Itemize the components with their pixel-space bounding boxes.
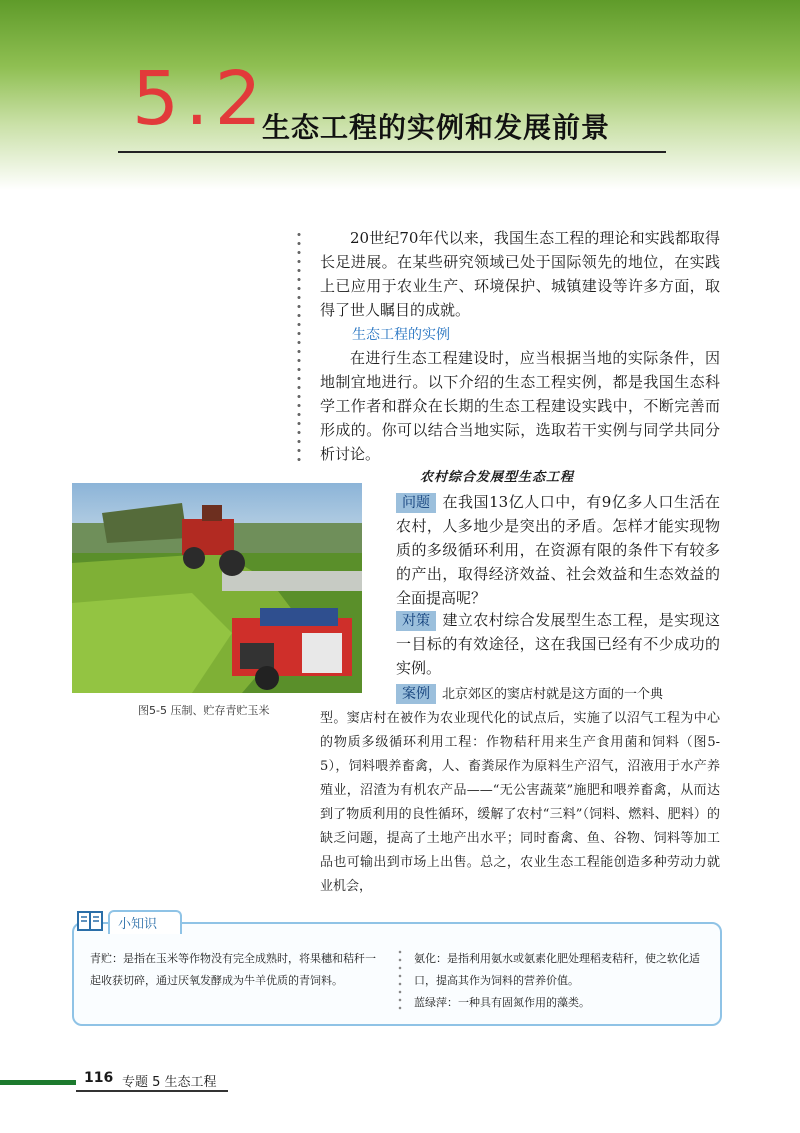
subsection-paragraph: 在进行生态工程建设时，应当根据当地的实际条件，因地制宜地进行。以下介绍的生态工程实例，都是我国生态科学工作者和群众在长期的生态工程建设实践中，不断完善而形成的。你可以结合当地实际，选取若干实例与同学共同分析讨论。 <box>320 349 720 463</box>
tip-divider <box>398 948 402 1010</box>
tip-left-text: 青贮：是指在玉米等作物没有完全成熟时，将果穗和秸秆一起收获切碎，通过厌氧发酵成为牛羊优质的青饲料。 <box>90 952 376 987</box>
footer-rule <box>76 1090 228 1092</box>
tip-title: 小知识 <box>118 917 158 932</box>
tip-right-text-1: 氨化：是指利用氨水或氨素化肥处理稻麦秸秆，使之软化适口，提高其作为饲料的营养价值。 <box>414 952 700 987</box>
header-band <box>0 0 800 190</box>
book-icon <box>76 908 106 934</box>
example-block <box>396 683 720 707</box>
footer-label: 专题 5 生态工程 <box>122 1075 217 1090</box>
dotted-margin-rule <box>296 230 302 466</box>
tip-right-column <box>414 948 704 1014</box>
question-text: 在我国13亿人口中，有9亿多人口生活在农村，人多地少是突出的矛盾。怎样才能实现物质的多级循环利用，在资源有限的条件下有较多的产出，取得经济效益、社会效益和生态效益的全面提高呢？ <box>396 493 720 607</box>
subsection-heading: 生态工程的实例 <box>352 327 450 343</box>
footer-bar <box>0 1080 76 1085</box>
tip-right-text-2: 蓝绿萍：一种具有固氮作用的藻类。 <box>414 996 590 1009</box>
strategy-text: 建立农村综合发展型生态工程，是实现这一目标的有效途径，这在我国已经有不少成功的实例。 <box>396 611 720 677</box>
strategy-block <box>396 608 720 680</box>
example-text-start: 北京郊区的窦店村就是这方面的一个典 <box>442 687 664 702</box>
title-underline <box>118 151 666 153</box>
strategy-label: 对策 <box>396 611 436 631</box>
example-label: 案例 <box>396 684 436 704</box>
figure-caption: 图5-5 压制、贮存青贮玉米 <box>138 704 270 717</box>
question-label: 问题 <box>396 493 436 513</box>
example-paragraph: 型。窦店村在被作为农业现代化的试点后，实施了以沼气工程为中心的物质多级循环利用工程：作物秸秆用来生产食用菌和饲料（图5-5），饲料喂养畜禽，人、畜粪尿作为原料生产沼气，沼液用于水产养殖业，沼渣为有机农产品——“无公害蔬菜”施肥和喂养畜禽，从而达到了物质利用的良性循环，缓解了农村“三料”（饲料、燃料、肥料）的缺乏问题，提高了土地产出水平；同时畜禽、鱼、谷物、饲料等加工品也可输出到市场上出售。总之，农业生态工程能创造多种劳动力就业机会， <box>320 711 720 894</box>
question-block <box>396 490 720 610</box>
section-title: 生态工程的实例和发展前景 <box>262 111 611 144</box>
silage-photo <box>72 483 362 693</box>
page-number: 116 <box>84 1070 114 1086</box>
intro-paragraph: 20世纪70年代以来，我国生态工程的理论和实践都取得长足进展。在某些研究领域已处于国际领先的地位，在实践上已应用于农业生产、环境保护、城镇建设等许多方面，取得了世人瞩目的成就。 <box>320 229 720 319</box>
case-title: 农村综合发展型生态工程 <box>420 470 575 485</box>
section-number: 5.2 <box>132 56 268 142</box>
